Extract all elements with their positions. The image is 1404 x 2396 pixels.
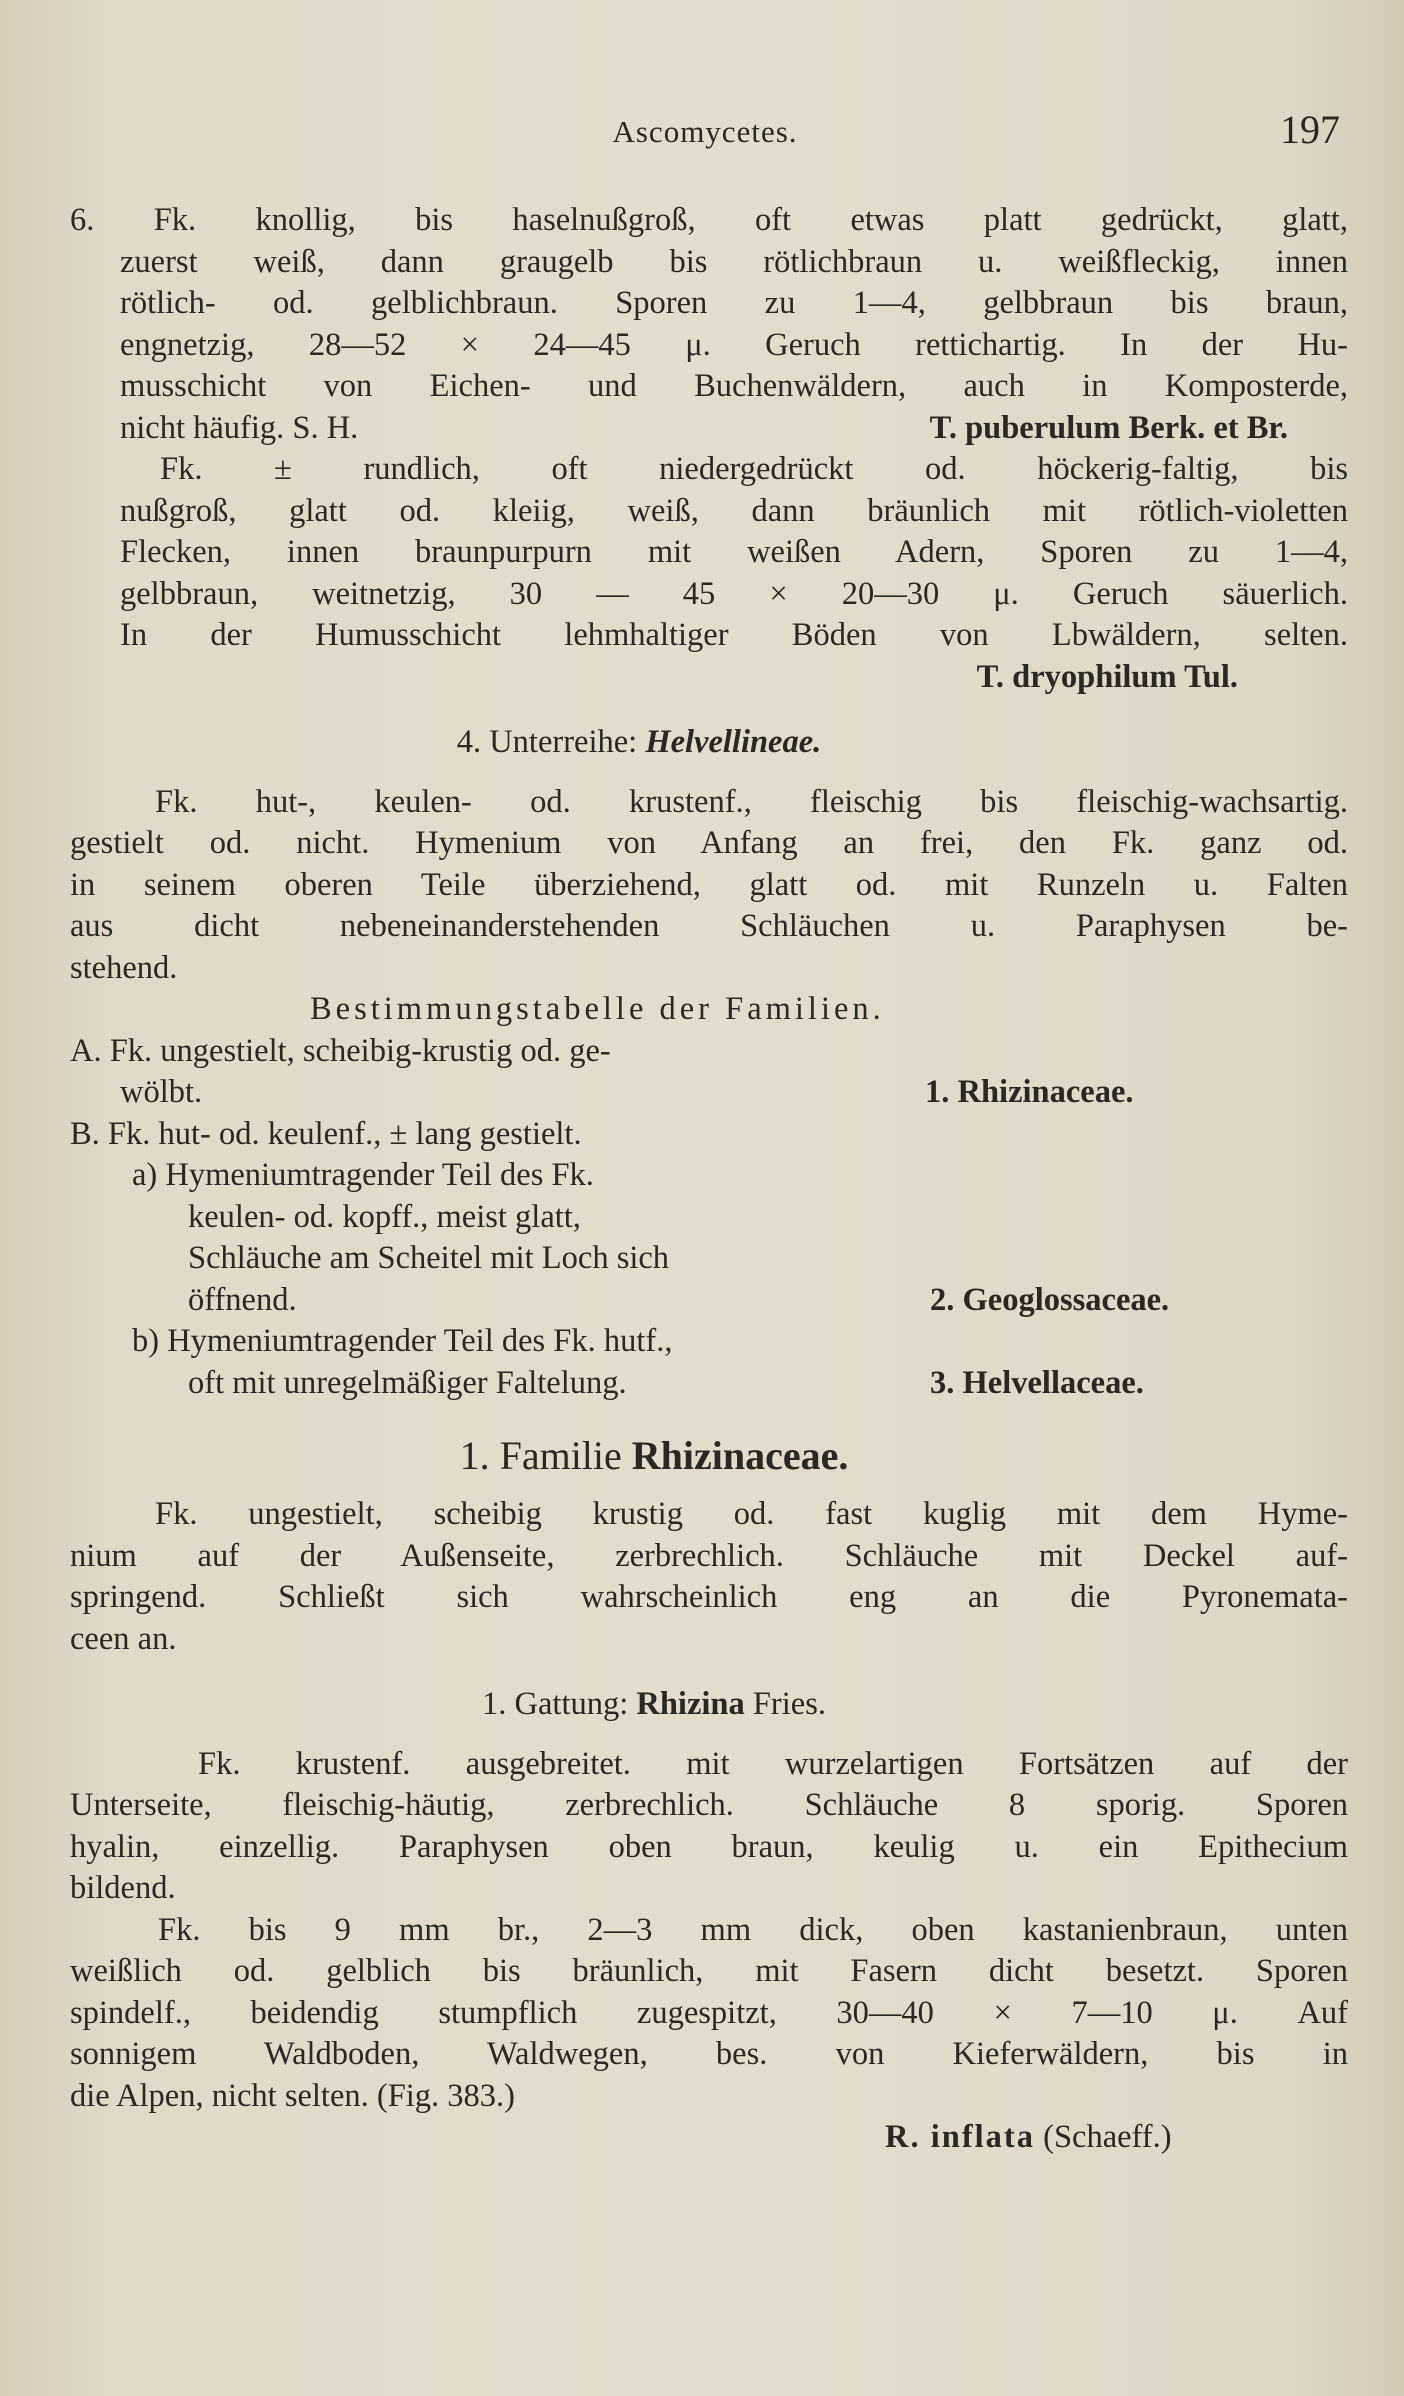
key-row <box>70 1197 1348 1239</box>
key-row-text: wölbt. <box>120 1074 203 1110</box>
family-heading <box>70 1432 1348 1480</box>
genus-author: Fries. <box>752 1686 826 1722</box>
spacer <box>70 764 1348 782</box>
species-name: T. puberulum Berk. et Br. <box>929 409 1288 446</box>
text-line: Fk. ungestielt, scheibig krustig od. fast kuglig mit dem Hyme- <box>155 1496 1348 1532</box>
text-line: aus dicht nebeneinanderstehenden Schläuchen u. Paraphysen be- <box>70 908 1348 944</box>
text-line <box>70 408 1348 450</box>
page-header <box>70 106 1340 156</box>
genus-heading <box>70 1684 1348 1726</box>
page-number: 197 <box>1280 107 1340 152</box>
text-line: stehend. <box>70 949 178 986</box>
text-line: weißlich od. gelblich bis bräunlich, mit Fasern dicht besetzt. Sporen <box>70 1953 1348 1989</box>
key-row <box>70 1072 1348 1114</box>
text-line: bildend. <box>70 1870 176 1906</box>
text-line: Unterseite, fleischig-häutig, zerbrechlich. Schläuche 8 sporig. Sporen <box>70 1787 1348 1823</box>
text-line: musschicht von Eichen- und Buchenwäldern, auch in Komposterde, <box>120 368 1348 404</box>
key-row-text: öffnend. <box>188 1281 297 1318</box>
text-line <box>70 657 1348 699</box>
text-line: Fk. krustenf. ausgebreitet. mit wurzelartigen Fortsätzen auf der <box>198 1745 1348 1782</box>
family-key-table <box>70 989 1348 1404</box>
key-row <box>70 1363 1348 1405</box>
subseries-name: Helvellineae. <box>645 724 822 760</box>
key-row <box>70 1238 1348 1280</box>
key-row-text: b) Hymeniumtragender Teil des Fk. hutf., <box>132 1323 673 1359</box>
key-row <box>70 1155 1348 1197</box>
text-line: zuerst weiß, dann graugelb bis rötlichbraun u. weißfleckig, innen <box>120 243 1348 280</box>
text-line: hyalin, einzellig. Paraphysen oben braun, keulig u. ein Epithecium <box>70 1828 1348 1865</box>
text-line: Flecken, innen braunpurpurn mit weißen Adern, Sporen zu 1—4, <box>120 534 1348 570</box>
key-row-text: Schläuche am Scheitel mit Loch sich <box>188 1240 670 1276</box>
text-line: 6. Fk. knollig, bis haselnußgroß, oft etwas platt gedrückt, glatt, <box>70 202 1348 238</box>
text-line: nußgroß, glatt od. kleiig, weiß, dann bräunlich mit rötlich-violetten <box>120 492 1348 529</box>
text-line: rötlich- od. gelblichbraun. Sporen zu 1—4, gelbbraun bis braun, <box>120 285 1348 321</box>
species-name: R. inflata <box>885 2119 1035 2155</box>
family-prefix: 1. Familie <box>459 1433 622 1478</box>
text-line: springend. Schließt sich wahrscheinlich eng an die Pyronemata- <box>70 1579 1348 1615</box>
key-row-text: a) Hymeniumtragender Teil des Fk. <box>132 1157 594 1193</box>
text-line: spindelf., beidendig stumpflich zugespitzt, 30—40 × 7—10 μ. Auf <box>70 1994 1348 2031</box>
key-row-text: keulen- od. kopff., meist glatt, <box>188 1198 581 1235</box>
species-entry-puberulum <box>70 200 1348 449</box>
text-line: engnetzig, 28—52 × 24—45 μ. Geruch rettichartig. In der Hu- <box>120 326 1348 363</box>
species-name: T. dryophilum Tul. <box>976 658 1238 695</box>
species-entry-dryophilum <box>70 449 1348 698</box>
species-line <box>70 2117 1348 2159</box>
subseries-prefix: 4. Unterreihe: <box>456 724 638 760</box>
text-line: in seinem oberen Teile überziehend, glatt od. mit Runzeln u. Falten <box>70 866 1348 903</box>
text-line: gestielt od. nicht. Hymenium von Anfang an frei, den Fk. ganz od. <box>70 825 1348 861</box>
subseries-heading <box>70 722 1348 764</box>
text-line: gelbbraun, weitnetzig, 30 — 45 × 20—30 μ. Geruch säuerlich. <box>120 575 1348 612</box>
key-row-result: 2. Geoglossaceae. <box>930 1281 1170 1318</box>
genus-prefix: 1. Gattung: <box>482 1686 629 1722</box>
key-row <box>70 1321 1348 1363</box>
key-row <box>70 1114 1348 1156</box>
key-row-text: oft mit unregelmäßiger Faltelung. <box>188 1364 627 1401</box>
genus-description <box>70 1744 1348 2159</box>
text-fragment: nicht häufig. S. H. <box>120 409 359 446</box>
text-line: sonnigem Waldboden, Waldwegen, bes. von Kieferwäldern, bis in <box>70 2036 1348 2072</box>
key-row <box>70 1280 1348 1322</box>
key-row-text: A. Fk. ungestielt, scheibig-krustig od. ge- <box>70 1032 611 1069</box>
spacer <box>70 1660 1348 1684</box>
text-line: Fk. ± rundlich, oft niedergedrückt od. höckerig-faltig, bis <box>160 451 1348 487</box>
text-line: nium auf der Außenseite, zerbrechlich. Schläuche mit Deckel auf- <box>70 1537 1348 1574</box>
text-line: Fk. hut-, keulen- od. krustenf., fleischig bis fleischig-wachsartig. <box>155 783 1348 820</box>
text-line: Fk. bis 9 mm br., 2—3 mm dick, oben kastanienbraun, unten <box>158 1911 1348 1948</box>
family-description <box>70 1494 1348 1660</box>
key-row-result: 3. Helvellaceae. <box>930 1364 1144 1401</box>
genus-name: Rhizina <box>636 1686 745 1722</box>
text-line: die Alpen, nicht selten. (Fig. 383.) <box>70 2077 516 2114</box>
running-head: Ascomycetes. <box>612 114 798 149</box>
key-row-result: 1. Rhizinaceae. <box>925 1074 1134 1110</box>
key-title: Bestimmungstabelle der Familien. <box>310 991 885 1027</box>
text-line: In der Humusschicht lehmhaltiger Böden von Lbwäldern, selten. <box>120 617 1348 653</box>
text-line: ceen an. <box>70 1620 177 1657</box>
spacer <box>70 1726 1348 1744</box>
key-row <box>70 1031 1348 1073</box>
subseries-description <box>70 782 1348 990</box>
family-name: Rhizinaceae. <box>631 1433 849 1478</box>
key-row-text: B. Fk. hut- od. keulenf., ± lang gestielt. <box>70 1115 582 1152</box>
spacer <box>70 698 1348 722</box>
species-author: (Schaeff.) <box>1043 2119 1172 2155</box>
page-body <box>70 200 1348 2159</box>
